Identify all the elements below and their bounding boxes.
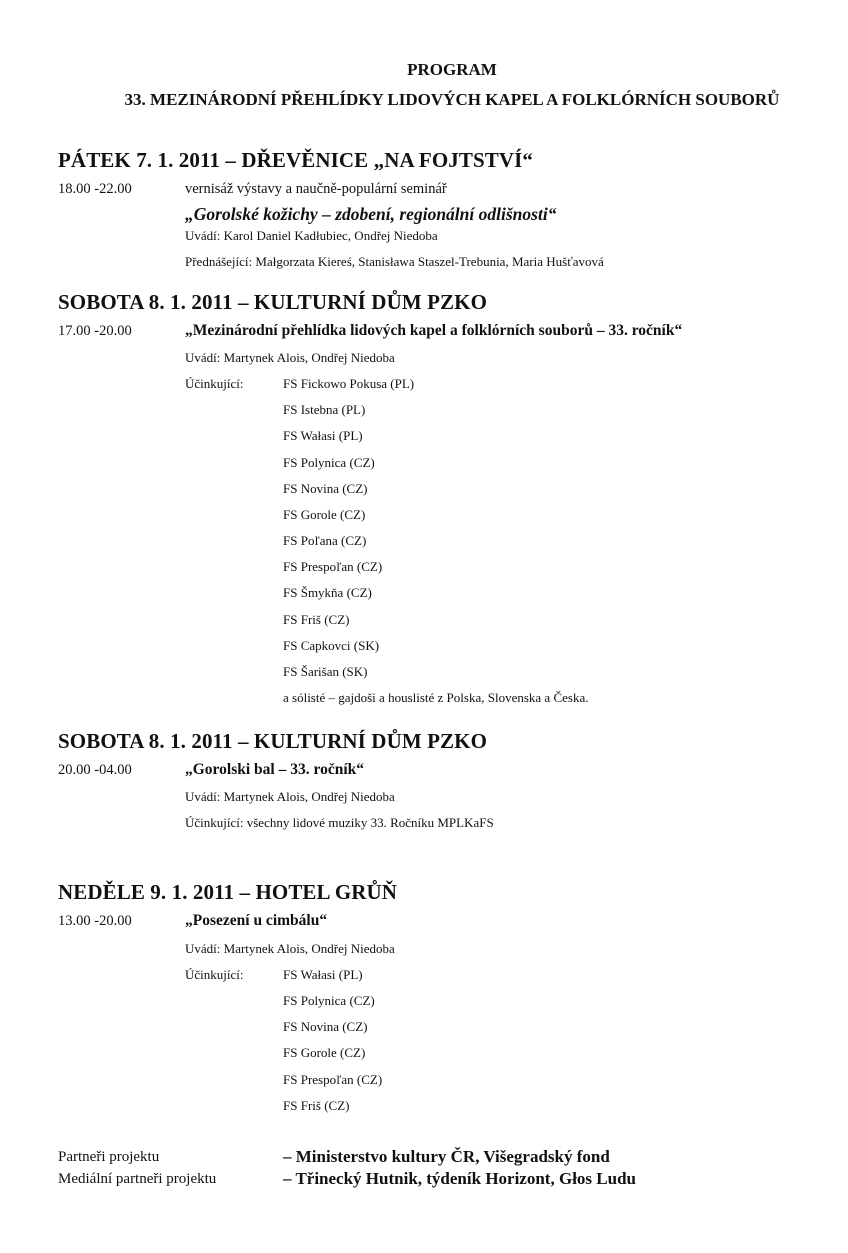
program-title: PROGRAM xyxy=(407,60,497,79)
day-heading-saturday: SOBOTA 8. 1. 2011 – KULTURNÍ DŮM PZKO xyxy=(58,290,488,314)
performer-item: FS Novina (CZ) xyxy=(283,1019,368,1034)
event-intro: vernisáž výstavy a naučně-populární seminář xyxy=(185,181,447,197)
performer-item: FS Polynica (CZ) xyxy=(283,993,375,1008)
event-time: 20.00 -04.00 xyxy=(58,762,132,778)
event-title: „Gorolské kožichy – zdobení, regionální odlišnosti“ xyxy=(185,204,557,224)
festival-title: 33. MEZINÁRODNÍ PŘEHLÍDKY LIDOVÝCH KAPEL A FOLKLÓRNÍCH SOUBORŮ xyxy=(124,90,780,109)
performer-item: a sólisté – gajdoši a houslisté z Polska, Slovenska a Česka. xyxy=(283,690,589,705)
event-host: Uvádí: Martynek Alois, Ondřej Niedoba xyxy=(185,941,395,956)
event-time: 13.00 -20.00 xyxy=(58,913,132,929)
performer-item: FS Wałasi (PL) xyxy=(283,428,363,443)
performers-label: Účinkující: xyxy=(185,376,244,391)
event-title: „Posezení u cimbálu“ xyxy=(185,912,328,929)
event-title: „Gorolski bal – 33. ročník“ xyxy=(185,761,364,778)
performer-item: FS Šarišan (SK) xyxy=(283,664,368,679)
event-speakers: Přednášející: Małgorzata Kiereś, Stanisława Staszel-Trebunia, Maria Hušťavová xyxy=(185,254,604,269)
performer-item: FS Prespoľan (CZ) xyxy=(283,559,383,574)
performer-item: FS Gorole (CZ) xyxy=(283,507,366,522)
event-title: „Mezinárodní přehlídka lidových kapel a folklórních souborů – 33. ročník“ xyxy=(185,322,683,339)
performer-item: FS Šmykňa (CZ) xyxy=(283,585,372,600)
event-host: Uvádí: Martynek Alois, Ondřej Niedoba xyxy=(185,350,395,365)
performer-item: FS Poľana (CZ) xyxy=(283,533,367,548)
performer-item: FS Wałasi (PL) xyxy=(283,967,363,982)
performer-item: FS Capkovci (SK) xyxy=(283,638,380,653)
day-heading-sunday: NEDĚLE 9. 1. 2011 – HOTEL GRŮŇ xyxy=(58,880,398,904)
performer-item: FS Fickowo Pokusa (PL) xyxy=(283,376,415,391)
performer-item: FS Friš (CZ) xyxy=(283,1098,350,1113)
partners-value: – Ministerstvo kultury ČR, Višegradský fond xyxy=(283,1147,610,1166)
performer-item: FS Istebna (PL) xyxy=(283,402,366,417)
performer-item: FS Novina (CZ) xyxy=(283,481,368,496)
day-heading-saturday-evening: SOBOTA 8. 1. 2011 – KULTURNÍ DŮM PZKO xyxy=(58,729,488,753)
event-time: 17.00 -20.00 xyxy=(58,323,132,339)
performer-item: FS Friš (CZ) xyxy=(283,612,350,627)
performer-item: FS Gorole (CZ) xyxy=(283,1045,366,1060)
media-partners-value: – Třinecký Hutnik, týdeník Horizont, Głos Ludu xyxy=(283,1169,636,1188)
event-performers: Účinkující: všechny lidové muziky 33. Ročníku MPLKaFS xyxy=(185,815,494,830)
event-host: Uvádí: Martynek Alois, Ondřej Niedoba xyxy=(185,789,395,804)
performer-item: FS Polynica (CZ) xyxy=(283,455,375,470)
performer-item: FS Prespoľan (CZ) xyxy=(283,1072,383,1087)
event-time: 18.00 -22.00 xyxy=(58,181,132,197)
day-heading-friday: PÁTEK 7. 1. 2011 – DŘEVĚNICE „NA FOJTSTVÍ“ xyxy=(58,148,534,172)
partners-label: Partneři projektu xyxy=(58,1149,160,1165)
media-partners-label: Mediální partneři projektu xyxy=(58,1171,217,1187)
event-host: Uvádí: Karol Daniel Kadłubiec, Ondřej Niedoba xyxy=(185,228,438,243)
performers-label: Účinkující: xyxy=(185,967,244,982)
